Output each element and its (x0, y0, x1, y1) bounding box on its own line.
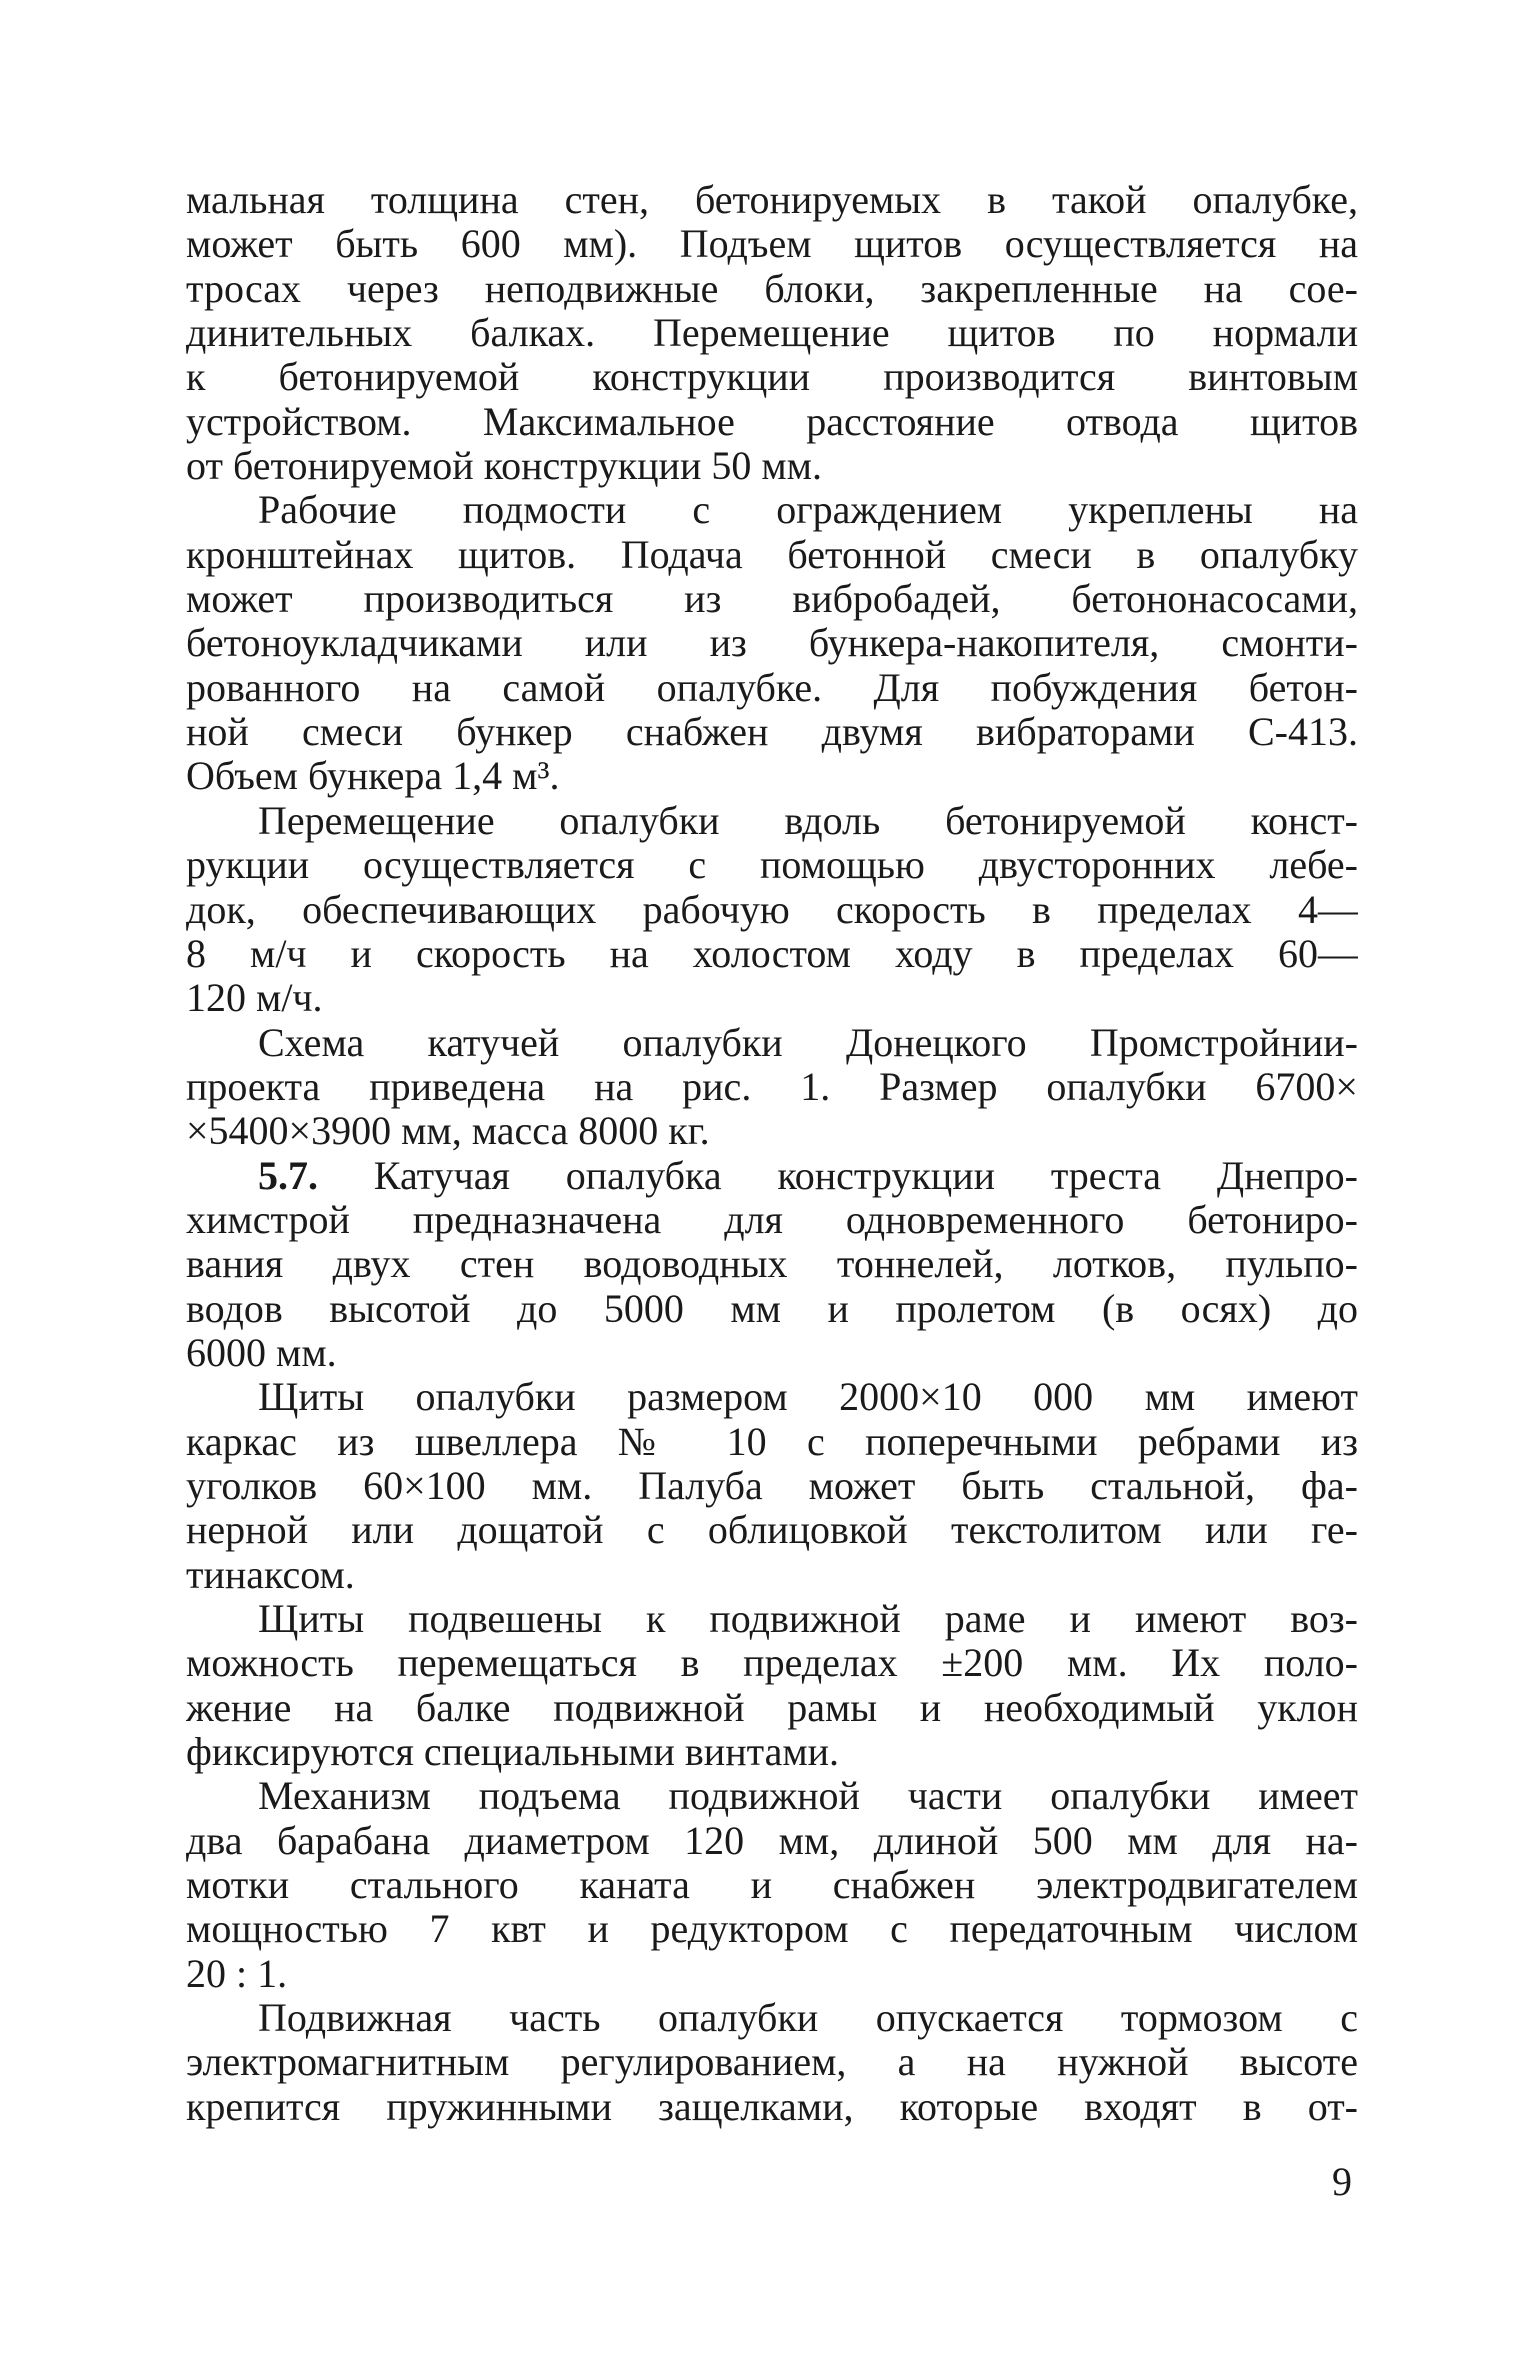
text-line: мощностью 7 квт и редуктором с передаточным числом (186, 1907, 1358, 1952)
text-line: каркас из швеллера № 10 с поперечными ребрами из (186, 1419, 1358, 1464)
text-line: Объем бункера 1,4 м³. (186, 754, 560, 799)
paragraph (186, 1996, 1358, 2129)
text-line: два барабана диаметром 120 мм, длиной 500 мм для на- (186, 1818, 1358, 1863)
text-line: уголков 60×100 мм. Палуба может быть стальной, фа- (186, 1463, 1358, 1508)
text-line: нерной или дощатой с облицовкой текстолитом или ге- (186, 1508, 1358, 1553)
section-number: 5.7. (258, 1153, 318, 1198)
paragraph (186, 1375, 1358, 1597)
text-line: кронштейнах щитов. Подача бетонной смеси в опалубку (186, 532, 1358, 577)
text-line: проекта приведена на рис. 1. Размер опалубки 6700× (186, 1064, 1358, 1109)
text-line: рукции осуществляется с помощью двусторонних лебе- (186, 843, 1358, 888)
text-line (186, 1154, 1358, 1198)
text-line: ной смеси бункер снабжен двумя вибраторами С-413. (186, 710, 1358, 755)
text-line: мальная толщина стен, бетонируемых в такой опалубке, (186, 178, 1358, 222)
paragraph (186, 1774, 1358, 1996)
text-line: водов высотой до 5000 мм и пролетом (в осях) до (186, 1286, 1358, 1331)
text-line: крепится пружинными защелками, которые входят в от- (186, 2084, 1358, 2129)
line-text: Катучая опалубка конструкции треста Днепро- (318, 1153, 1358, 1198)
text-line: от бетонируемой конструкции 50 мм. (186, 444, 822, 489)
text-line: мотки стального каната и снабжен электродвигателем (186, 1863, 1358, 1908)
text-line: ×5400×3900 мм, масса 8000 кг. (186, 1109, 710, 1154)
paragraph (186, 488, 1358, 798)
body-text (186, 178, 1358, 2129)
text-line: 120 м/ч. (186, 976, 323, 1021)
text-line: устройством. Максимальное расстояние отвода щитов (186, 399, 1358, 444)
paragraph (186, 1154, 1358, 1376)
paragraph (186, 1021, 1358, 1154)
text-line: тросах через неподвижные блоки, закрепленные на сое- (186, 266, 1358, 311)
text-line: Механизм подъема подвижной части опалубки имеет (258, 1774, 1358, 1819)
text-line: Рабочие подмости с ограждением укреплены на (258, 488, 1358, 533)
text-line: жение на балке подвижной рамы и необходимый уклон (186, 1685, 1358, 1730)
text-line: Щиты подвешены к подвижной раме и имеют воз- (258, 1597, 1358, 1641)
paragraph (186, 799, 1358, 1021)
text-line: Схема катучей опалубки Донецкого Промстройнии- (258, 1020, 1358, 1065)
text-line: 20 : 1. (186, 1951, 288, 1996)
text-line: бетоноукладчиками или из бункера-накопителя, смонти- (186, 621, 1358, 666)
text-line: Перемещение опалубки вдоль бетонируемой конст- (258, 798, 1358, 843)
text-line: химстрой предназначена для одновременного бетониро- (186, 1197, 1358, 1242)
text-line: динительных балках. Перемещение щитов по нормали (186, 311, 1358, 356)
text-line: рованного на самой опалубке. Для побуждения бетон- (186, 665, 1358, 710)
text-line: Щиты опалубки размером 2000×10 000 мм имеют (258, 1375, 1358, 1420)
text-line: электромагнитным регулированием, а на нужной высоте (186, 2040, 1358, 2085)
text-line: можность перемещаться в пределах ±200 мм. Их поло- (186, 1641, 1358, 1686)
paragraph (186, 178, 1358, 488)
page-number: 9 (1332, 2159, 1352, 2204)
text-line: вания двух стен водоводных тоннелей, лотков, пульпо- (186, 1242, 1358, 1287)
text-line: может производиться из вибробадей, бетононасосами, (186, 577, 1358, 622)
text-line: может быть 600 мм). Подъем щитов осуществляется на (186, 222, 1358, 267)
paragraph (186, 1597, 1358, 1774)
text-line: 8 м/ч и скорость на холостом ходу в пределах 60— (186, 931, 1358, 976)
text-line: тинаксом. (186, 1552, 355, 1597)
text-line: док, обеспечивающих рабочую скорость в пределах 4— (186, 887, 1358, 932)
text-line: Подвижная часть опалубки опускается тормозом с (258, 1996, 1358, 2041)
text-line: фиксируются специальными винтами. (186, 1730, 840, 1775)
text-line: к бетонируемой конструкции производится винтовым (186, 355, 1358, 400)
text-line: 6000 мм. (186, 1330, 337, 1375)
